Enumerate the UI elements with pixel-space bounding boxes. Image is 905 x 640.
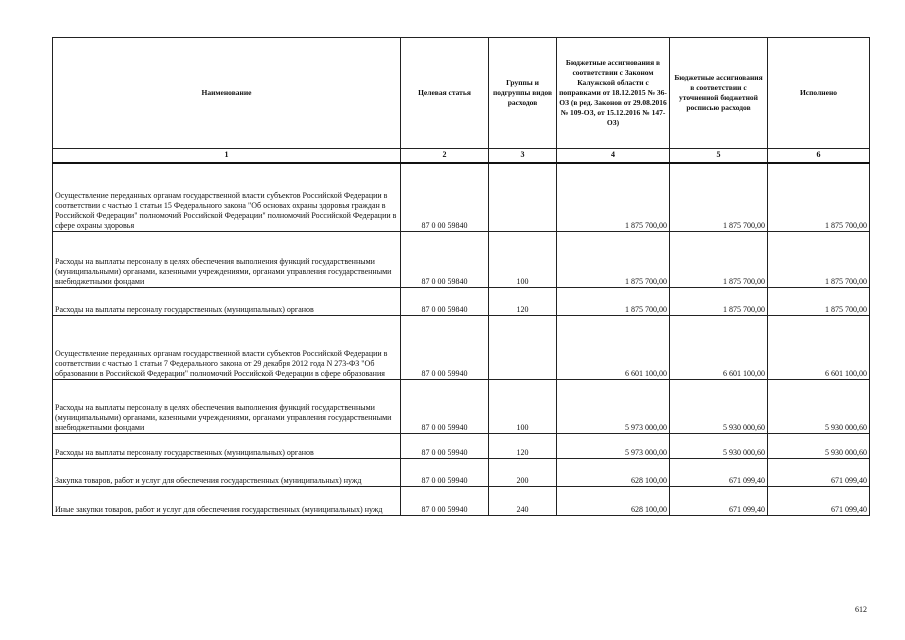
row-law-amount: 5 973 000,00 xyxy=(557,380,670,434)
col-number: 6 xyxy=(768,149,870,163)
row-code: 87 0 00 59940 xyxy=(401,487,489,516)
row-plan-amount: 1 875 700,00 xyxy=(670,288,768,316)
row-name: Расходы на выплаты персоналу в целях обеспечения выполнения функций государственными (муниципальными) органами, казенными учреждениями, органами управления государственными внебюджетными фондами xyxy=(53,380,401,434)
table-row xyxy=(53,316,870,380)
row-group: 120 xyxy=(489,434,557,459)
row-name: Закупка товаров, работ и услуг для обеспечения государственных (муниципальных) нужд xyxy=(53,459,401,487)
row-law-amount: 1 875 700,00 xyxy=(557,232,670,288)
row-name: Осуществление переданных органам государственной власти субъектов Российской Федерации в соответствии с частью 1 статьи 15 Федерального закона "Об основах охраны здоровья граждан в Российской Федерации" полномочий Российской Федерации" полномочий Российской Федерации в сфере охраны здоровья xyxy=(53,163,401,232)
row-plan-amount: 5 930 000,60 xyxy=(670,434,768,459)
row-plan-amount: 671 099,40 xyxy=(670,459,768,487)
row-code: 87 0 00 59840 xyxy=(401,232,489,288)
row-group xyxy=(489,163,557,232)
page-number: 612 xyxy=(855,605,867,614)
table-row xyxy=(53,232,870,288)
col-number: 2 xyxy=(401,149,489,163)
row-plan-amount: 671 099,40 xyxy=(670,487,768,516)
col-number: 5 xyxy=(670,149,768,163)
col-header-code: Целевая статья xyxy=(401,38,489,149)
row-law-amount: 6 601 100,00 xyxy=(557,316,670,380)
row-plan-amount: 1 875 700,00 xyxy=(670,163,768,232)
row-name: Расходы на выплаты персоналу в целях обеспечения выполнения функций государственными (муниципальными) органами, казенными учреждениями, органами управления государственными внебюджетными фондами xyxy=(53,232,401,288)
row-plan-amount: 1 875 700,00 xyxy=(670,232,768,288)
row-law-amount: 628 100,00 xyxy=(557,487,670,516)
row-group: 200 xyxy=(489,459,557,487)
row-group: 240 xyxy=(489,487,557,516)
table-row xyxy=(53,163,870,232)
row-done-amount: 5 930 000,60 xyxy=(768,380,870,434)
budget-table xyxy=(52,37,870,516)
row-done-amount: 671 099,40 xyxy=(768,459,870,487)
row-name: Расходы на выплаты персоналу государственных (муниципальных) органов xyxy=(53,434,401,459)
table-row xyxy=(53,434,870,459)
table-row xyxy=(53,288,870,316)
col-number: 3 xyxy=(489,149,557,163)
col-number: 1 xyxy=(53,149,401,163)
row-law-amount: 1 875 700,00 xyxy=(557,163,670,232)
row-code: 87 0 00 59840 xyxy=(401,163,489,232)
row-plan-amount: 6 601 100,00 xyxy=(670,316,768,380)
col-header-law: Бюджетные ассигнования в соответствии с Законом Калужской области с поправками от 18.12.2015 № 36-ОЗ (в ред. Законов от 29.08.2016 № 109-ОЗ, от 15.12.2016 № 147-ОЗ) xyxy=(557,38,670,149)
row-code: 87 0 00 59840 xyxy=(401,288,489,316)
table-row xyxy=(53,380,870,434)
row-name: Расходы на выплаты персоналу государственных (муниципальных) органов xyxy=(53,288,401,316)
row-name: Осуществление переданных органам государственной власти субъектов Российской Федерации в соответствии с частью 1 статьи 7 Федерального закона от 29 декабря 2012 года N 273-ФЗ "Об образовании в Российской Федерации" полномочий Российской Федерации в сфере образования xyxy=(53,316,401,380)
col-number: 4 xyxy=(557,149,670,163)
row-done-amount: 1 875 700,00 xyxy=(768,288,870,316)
column-number-row xyxy=(53,149,870,163)
row-group xyxy=(489,316,557,380)
row-law-amount: 628 100,00 xyxy=(557,459,670,487)
row-code: 87 0 00 59940 xyxy=(401,459,489,487)
row-group: 100 xyxy=(489,380,557,434)
row-group: 120 xyxy=(489,288,557,316)
table-row xyxy=(53,459,870,487)
row-law-amount: 5 973 000,00 xyxy=(557,434,670,459)
col-header-group: Группы и подгруппы видов расходов xyxy=(489,38,557,149)
row-done-amount: 671 099,40 xyxy=(768,487,870,516)
row-done-amount: 5 930 000,60 xyxy=(768,434,870,459)
row-group: 100 xyxy=(489,232,557,288)
row-done-amount: 1 875 700,00 xyxy=(768,232,870,288)
header-row xyxy=(53,38,870,149)
row-done-amount: 6 601 100,00 xyxy=(768,316,870,380)
row-name: Иные закупки товаров, работ и услуг для обеспечения государственных (муниципальных) нужд xyxy=(53,487,401,516)
row-done-amount: 1 875 700,00 xyxy=(768,163,870,232)
col-header-name: Наименование xyxy=(53,38,401,149)
col-header-done: Исполнено xyxy=(768,38,870,149)
row-code: 87 0 00 59940 xyxy=(401,434,489,459)
row-law-amount: 1 875 700,00 xyxy=(557,288,670,316)
col-header-plan: Бюджетные ассигнования в соответствии с уточненной бюджетной росписью расходов xyxy=(670,38,768,149)
row-code: 87 0 00 59940 xyxy=(401,380,489,434)
row-plan-amount: 5 930 000,60 xyxy=(670,380,768,434)
table-row xyxy=(53,487,870,516)
row-code: 87 0 00 59940 xyxy=(401,316,489,380)
